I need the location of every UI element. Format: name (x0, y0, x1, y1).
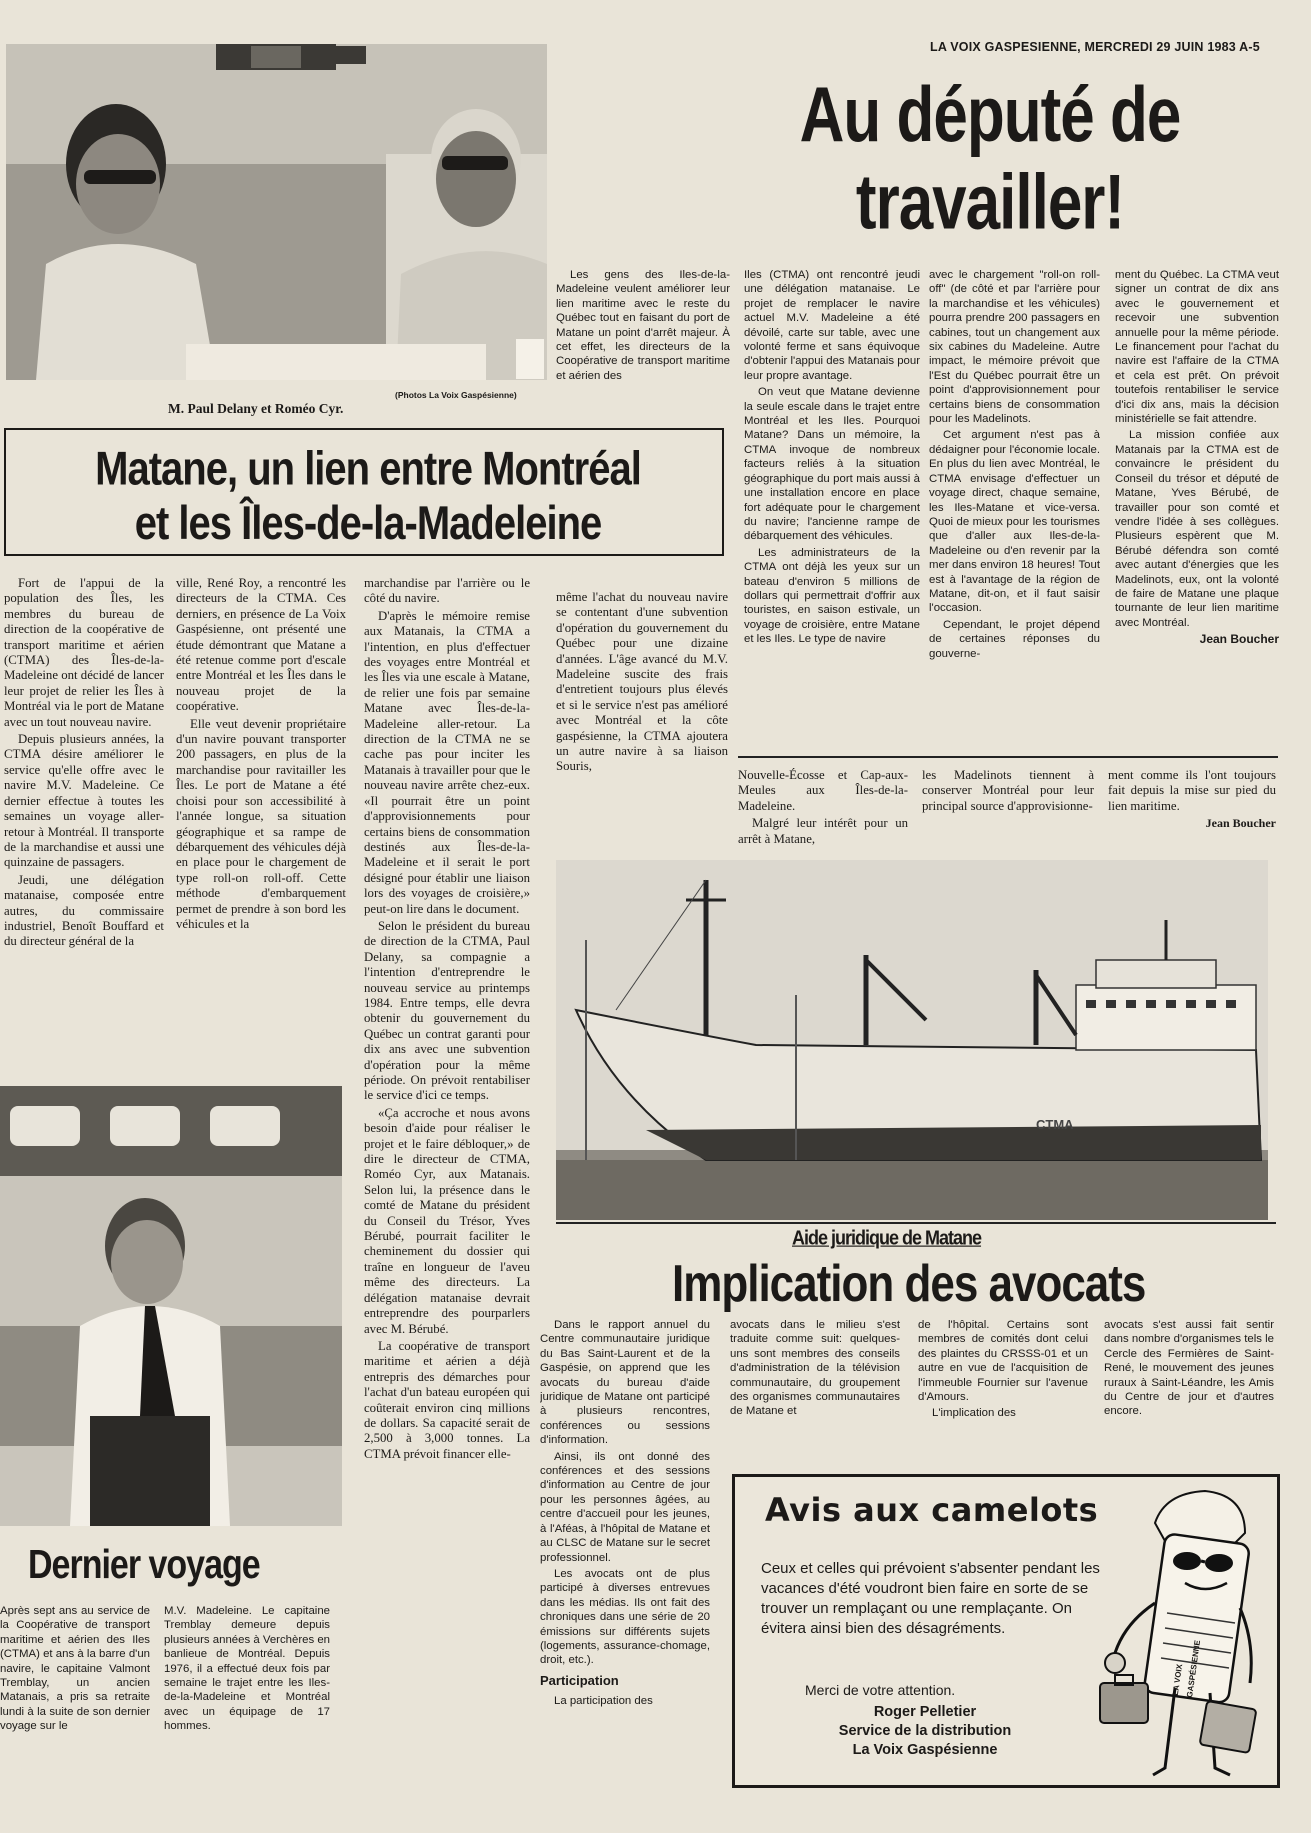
article4-col3 (918, 1318, 1088, 1468)
running-head: LA VOIX GASPESIENNE, MERCREDI 29 JUIN 1983 A-5 (930, 40, 1260, 54)
article1-col2 (744, 268, 920, 748)
article2-col3-p4: «Ça accroche et nous avons besoin d'aide pour réaliser le projet et le faire débloquer,» de dire le directeur de CTMA, Roméo Cyr, aux Matanais. Selon lui, la présence dans le comté de Matane du président du Conseil du Trésor, Yves Bérubé, pourrait faciliter le cheminement du dossier qui traîne en longueur de l'aveu même des directeurs. La délégation matanaise devrait entreprendre des pourparlers avec M. Bérubé. (364, 1105, 530, 1336)
article4-col1-p2: Ainsi, ils ont donné des conférences et des sessions d'information au Centre de jour pour les personnes âgées, au centre d'accueil pour les jeunes, à l'Aféas, à l'hôpital de Matane et au CLSC de Matane sur le secret professionnel. (540, 1450, 710, 1564)
article4-col1-p4: La participation des (554, 1695, 653, 1708)
headline-matane-line1: Matane, un lien entre Montréal (95, 443, 641, 496)
article2-col2-p2: Elle veut devenir propriétaire d'un navire pouvant transporter 200 passagers, en plus de la marchandise pour ravitailler les Îles. Le port de Matane a été choisi pour son accessibilité à l'année longue, sa situation géographique et sa rampe de débarquement des véhicules déjà en place pour le chargement de type roll-on roll-off. Cette méthode d'embarquement permet de prendre à son bord les véhicules et la (176, 716, 346, 931)
article2-col3-p5: La coopérative de transport maritime et aérien a déjà entrepris des démarches pour l'achat d'un bateau européen qui coûterait environ cinq millions de dollars. Sa capacité serait de 2,500 à 3,000 tonnes. La CTMA prévoit financer elle- (364, 1338, 530, 1461)
article4-col1-p1: Dans le rapport annuel du Centre communautaire juridique du Bas Saint-Laurent et de la Gaspésie, on apprend que les avocats du bureau d'aide juridique de Matane ont participé à plusieurs rencontres, conférences ou sessions d'information. (540, 1319, 710, 1447)
notice-signature-service: Service de la distribution (838, 1723, 1012, 1739)
article1-col2-p1: Iles (CTMA) ont rencontré jeudi une délégation matanaise. Le projet de remplacer le navire actuel M.V. Madeleine a été dévoilé, carte sur table, avec une volonté ferme et sans équivoque d'obtenir l'appui des Matanais pour leur propre avantage. (744, 269, 920, 382)
article3-col1 (0, 1604, 150, 1784)
article1-col3-p1: avec le chargement "roll-on roll-off" (de côté et par l'arrière pour la marchandise et les véhicules) pourra prendre 200 passagers en cabines, tout un changement aux six cabines du Madeleine. Autre impact, le mémoire prévoit que l'Est du Québec pourrait être un point d'approvisionnement pour certains biens de consommation pour les Madelinots. (929, 269, 1100, 426)
article1-col3-p3: Cependant, le projet dépend de certaines réponses du gouverne- (929, 618, 1100, 660)
photo-captain (0, 1086, 342, 1526)
notice-thanks: Merci de votre attention. (805, 1682, 956, 1698)
article1-col1-text: Les gens des Iles-de-la-Madeleine veulent améliorer leur lien maritime avec le reste du Québec tout en faisant du port de Matane un point d'arrêt majeur. À cet effet, les directeurs de la Coopérative de transport maritime et aérien des (556, 269, 730, 382)
photo-delany-cyr (6, 44, 547, 380)
photo-captain-illustration (0, 1086, 342, 1526)
article3-col2 (164, 1604, 330, 1784)
headline-dernier-voyage: Dernier voyage (28, 1542, 260, 1588)
headline-au-depute-line2: travailler! (855, 159, 1125, 246)
article2-col7 (1108, 768, 1276, 858)
article1-col1 (556, 268, 730, 408)
headline-matane (48, 442, 688, 551)
kicker-aide-juridique: Aide juridique de Matane (792, 1226, 982, 1249)
article4-subhead: Participation (540, 1672, 619, 1688)
article2-byline: Jean Boucher (1205, 816, 1276, 831)
article4-col1 (540, 1318, 710, 1782)
article4-col4-p1: avocats s'est aussi fait sentir dans nombre d'organismes tels le Cercle des Fermières de Saint-René, le mouvement des jeunes ruraux à Saint-Léandre, les Amis du Centre de jour et d'autres encore. (1104, 1319, 1274, 1418)
headline-au-depute (705, 72, 1275, 247)
notice-signature (775, 1703, 1075, 1760)
photo-credit: (Photos La Voix Gaspésienne) (395, 390, 517, 400)
article2-col1 (4, 576, 164, 1076)
article4-col3-p1: de l'hôpital. Certains sont membres de comités dont celui des plaintes du CRSSS-01 et un autre en vue de l'acquisition de l'immeuble Fournier sur l'avenue d'Amours. (918, 1319, 1088, 1404)
photo-ship-illustration (556, 860, 1268, 1220)
article1-col4 (1115, 268, 1279, 738)
notice-signature-name: Roger Pelletier (873, 1704, 977, 1720)
cartoon-paper-text: LA VOIX GASPÉSIENNE (1170, 1639, 1203, 1699)
article2-col4-p1: même l'achat du nouveau navire se contentant d'une subvention d'opération du gouvernement du Québec pour une dizaine d'années. L'âge avancé du M.V. Madeleine suscite des frais d'entretient toujours plus élevés et si le service n'est pas amélioré avec Montréal et la côte gaspésienne, la CTMA ajoutera un autre navire à sa liaison Souris, (556, 590, 728, 774)
article4-col3-p2: L'implication des (932, 1407, 1016, 1420)
headline-box-matane (4, 428, 724, 556)
article1-col2-p2: On veut que Matane devienne la seule escale dans le trajet entre Montréal et les Iles. Pourquoi Matane? Dans un mémoire, la CTMA invoque de nombreux facteurs reliés à la situation géographique du port mais aussi à une installation encore en place fort adéquate pour le chargement du navire; l'ancienne rampe de débarquement des véhicules. (744, 386, 920, 543)
article2-col3-p1: marchandise par l'arrière ou le côté du navire. (364, 576, 530, 606)
article1-col3-p2: Cet argument n'est pas à dédaigner pour l'économie locale. En plus du lien avec Montréal, le CTMA envisage d'effectuer un voyage direct, chaque semaine, les Iles-Matane et vice-versa. Quoi de mieux pour les tourismes que d'aller aux Iles-de-la-Madeleine ou d'en revenir par la mer dans environ 18 heures! Tout est à l'avantage de la région de Matane, dit-on, et il faut saisir l'occasion. (929, 429, 1100, 615)
article3-col2-text: M.V. Madeleine. Le capitaine Tremblay demeure depuis plusieurs années à Verchères en banlieue de Montréal. Depuis 1976, il a effectué deux fois par semaine le trajet entre les Iles-de-la-Madeleine et Montréal avec un équipage de 17 hommes. (164, 1605, 330, 1733)
article2-col2-p1: ville, René Roy, a rencontré les directeurs de la CTMA. Ces derniers, en présence de La Voix Gaspésienne, ont présenté une étude démontrant que Matane a été retenue comme port d'escale entre Montréal et les Îles dans le nouveau projet de la coopérative. (176, 576, 346, 714)
article2-col7-p1: ment comme ils l'ont toujours fait depuis la mise sur pied du lien maritime. (1108, 768, 1276, 813)
article2-col6 (922, 768, 1094, 858)
article2-col6-p1: les Madelinots tiennent à conserver Montréal pour leur principal source d'approvisionne- (922, 768, 1094, 813)
article2-col1-p2: Depuis plusieurs années, la CTMA désire améliorer le service qu'elle offre avec le navire M.V. Madeleine. Ce dernier effectue à toutes les semaines un voyage aller-retour à Montréal. Il transporte de la marchandise et aussi une quinzaine de passagers. (4, 732, 164, 870)
article4-col1-p3: Les avocats ont de plus participé à diverses entrevues dans les médias. Ils ont fait des chroniques dans une série de 20 émissions sur différents sujets (logements, assurance-chomage, droit, etc.). (540, 1567, 710, 1667)
article4-col2-p1: avocats dans le milieu s'est traduite comme suit: quelques-uns sont membres des conseils d'administration de la télévision communautaire, du groupement des organismes communautaires de Matane et (730, 1319, 900, 1418)
article2-col1-p3: Jeudi, une délégation matanaise, composée entre autres, du commissaire industriel, Benoît Bouffard et du directeur général de la (4, 872, 164, 949)
headline-au-depute-line1: Au député de (799, 72, 1181, 159)
photo-ship (556, 860, 1268, 1220)
photo-delany-cyr-illustration (6, 44, 547, 380)
notice-box (732, 1474, 1280, 1788)
article2-col3-p3: Selon le président du bureau de direction de la CTMA, Paul Delany, sa compagnie a l'intention d'entreprendre le nouveau service au printemps 1984. Entre temps, elle devra obtenir du gouvernement du Québec un contrat garanti pour dix ans avec une subvention d'opération pour la même période. On prévoit rentabiliser le service d'ici ce temps. (364, 918, 530, 1103)
article2-col5-p2: Malgré leur intérêt pour un arrêt à Matane, (738, 816, 908, 846)
notice-body: Ceux et celles qui prévoient s'absenter pendant les vacances d'été voudront bien faire en sorte de se trouver un remplaçant ou une remplaçante. On évitera ainsi bien des désagréments. (761, 1560, 1100, 1637)
article2-col1-p1: Fort de l'appui de la population des Îles, les membres du bureau de direction de la coopérative de transport maritime et aérien (CTMA) des Îles-de-la-Madeleine ont décidé de lancer leur projet de relier les Îles à Montréal via le port de Matane avec un tout nouveau navire. (4, 576, 164, 729)
notice-signature-paper: La Voix Gaspésienne (852, 1742, 998, 1758)
notice-title: Avis aux camelots (765, 1491, 1099, 1529)
headline-implication-avocats: Implication des avocats (672, 1254, 1146, 1313)
separator-rule-2 (556, 1222, 1276, 1224)
article3-col1-text: Après sept ans au service de la Coopérative de transport maritime et aérien des Iles (CTMA) et ans à la barre d'un navire, le capitaine Valmont Tremblay, un ancien Matanais, a pris sa retraite lundi à la suite de son dernier voyage sur le (0, 1605, 150, 1733)
article4-col4 (1104, 1318, 1274, 1468)
article2-col3 (364, 576, 530, 1782)
article2-col5-p1: Nouvelle-Écosse et Cap-aux-Meules aux Îles-de-la-Madeleine. (738, 768, 908, 813)
article1-col4-p2: La mission confiée aux Matanais par la CTMA est de convaincre le président du Conseil du trésor et député de Matane, Yves Bérubé, de travailler pour son comté et vendre l'idée à ses collègues. Plusieurs espèrent que M. Bérubé défendra son comté avec autant d'énergies que les Madelinots, eux, ont la volonté de faire de Matane une plaque tournante de leur lien maritime avec Montréal. (1115, 429, 1279, 629)
headline-matane-line2: et les Îles-de-la-Madeleine (134, 497, 602, 550)
article2-col4 (556, 590, 728, 858)
article1-byline: Jean Boucher (1199, 632, 1279, 647)
article2-col5 (738, 768, 908, 858)
article1-col3 (929, 268, 1100, 748)
article2-col3-p2: D'après le mémoire remise aux Matanais, la CTMA a l'intention, en plus d'effectuer des voyages entre Montréal et les Îles via une escale à Matane, de relier une fois par semaine Matane avec Îles-de-la-Madeleine aller-retour. La direction de la CTMA ne se cache pas pour inciter les Matanais à travailler pour que le nouveau navire arrête chez-eux. «Il pourrait être un point d'approvisionnements pour certains biens de consommation destinés aux Îles-de-la-Madeleine et il serait le port désigné pour établir une liaison lors des voyages de croisière,» peut-on lire dans le document. (364, 608, 530, 916)
separator-rule-1 (738, 756, 1278, 758)
article4-col2 (730, 1318, 900, 1468)
ship-hull-marking: CTMA (1036, 1117, 1074, 1132)
article1-col2-p3: Les administrateurs de la CTMA ont déjà les yeux sur un bateau d'environ 5 millions de dollars qui permettrait d'offrir aux touristes, en saison estivale, un voyage de croisière, entre Matane et les Iles. Le type de navire (744, 546, 920, 646)
photo-caption: M. Paul Delany et Roméo Cyr. (168, 401, 344, 416)
article1-col4-p1: ment du Québec. La CTMA veut signer un contrat de dix ans avec le gouvernement et recevoir une subvention annuelle pour la même période. Le financement pour l'achat du navire est l'affaire de la CTMA et cela est prêt. On prévoit toutefois rentabiliser le service d'ici dix ans, mais la décision ministérielle se fait attendre. (1115, 269, 1279, 426)
article2-col2 (176, 576, 346, 1076)
